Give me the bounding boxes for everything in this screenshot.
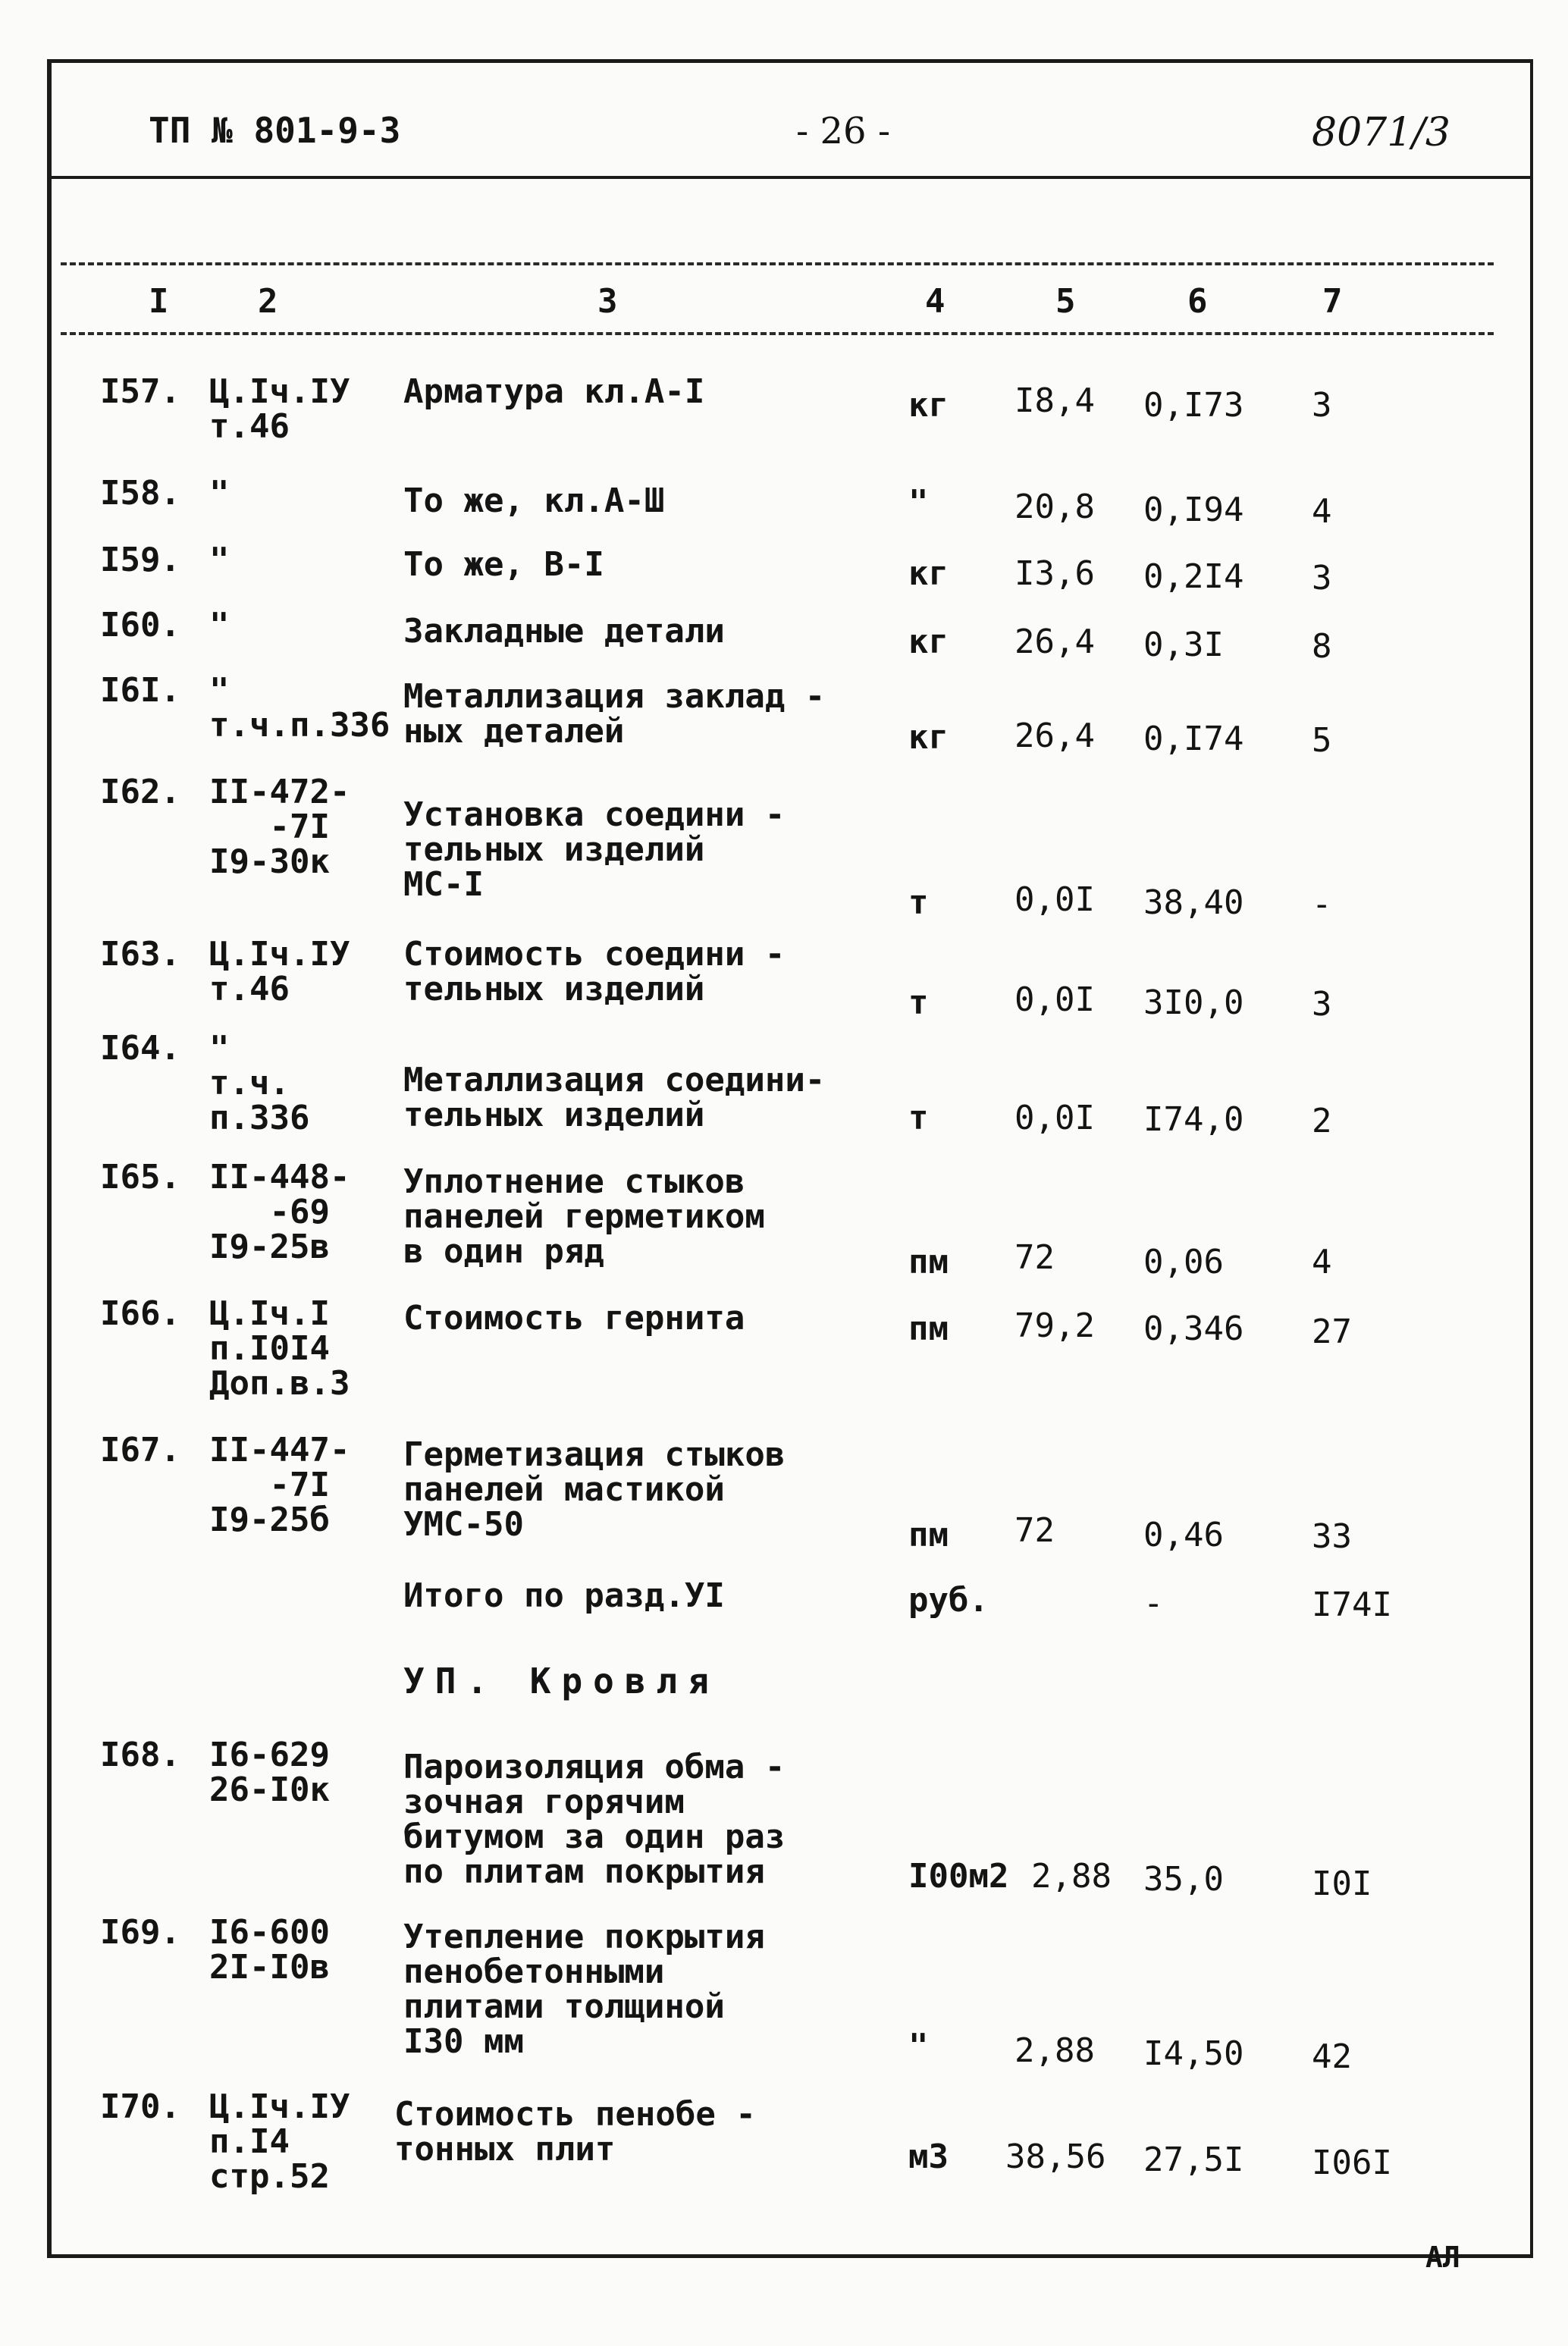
row-sum: 8	[1312, 627, 1332, 666]
row-sum: 3	[1312, 386, 1332, 425]
column-header-bottom-rule	[61, 332, 1494, 335]
archive-number: 8071/3	[1312, 110, 1450, 155]
row-unit: пм	[908, 1516, 949, 1554]
row-unit: т	[908, 1099, 929, 1137]
row-description: Закладные детали	[403, 612, 725, 651]
row-quantity: 20,8	[1014, 488, 1095, 526]
column-header-5: 5	[1055, 282, 1076, 321]
column-header-4: 4	[925, 282, 946, 321]
row-description: Герметизация стыков панелей мастикой УМС-50	[403, 1435, 786, 1544]
row-sum: 4	[1312, 492, 1332, 531]
row-code: "	[209, 474, 230, 513]
column-header-7: 7	[1322, 282, 1343, 321]
row-number: I58.	[100, 474, 180, 513]
column-header-2: 2	[258, 282, 278, 321]
row-number: I57.	[100, 372, 180, 411]
row-quantity: 26,4	[1014, 623, 1095, 661]
row-description: Стоимость гернита	[403, 1299, 745, 1338]
row-number: I64.	[100, 1029, 180, 1068]
row-description: Установка соедини - тельных изделий МС-I	[403, 795, 786, 904]
row-code: " т.ч. п.336	[209, 1029, 310, 1137]
row-description: Металлизация заклад - ных деталей	[403, 677, 826, 751]
row-quantity: 0,0I	[1014, 880, 1095, 919]
row-code: Ц.Iч.IУ т.46	[209, 372, 350, 446]
row-unit: "	[908, 483, 929, 522]
row-price: 0,46	[1143, 1516, 1224, 1554]
subtotal-label: Итого по разд.УI	[403, 1576, 725, 1615]
subtotal-unit: руб.	[908, 1581, 989, 1620]
row-code: I6-629 26-I0к	[209, 1736, 330, 1809]
row-description: Стоимость соедини - тельных изделий	[403, 935, 786, 1008]
row-unit: т	[908, 883, 929, 922]
subtotal-price: -	[1143, 1584, 1164, 1623]
header-divider	[47, 176, 1533, 179]
row-code: Ц.Iч.IУ п.I4 стр.52	[209, 2087, 350, 2196]
column-header-top-rule	[61, 262, 1494, 265]
row-description: Пароизоляция обма - зочная горячим битумом за один раз по плитам покрытия	[403, 1748, 786, 1891]
row-description: Арматура кл.А-I	[403, 372, 705, 411]
row-quantity: 2,88	[1014, 2031, 1095, 2070]
row-unit: кг	[908, 386, 949, 425]
page-number: - 26 -	[796, 110, 891, 152]
row-number: I70.	[100, 2087, 180, 2126]
row-description: То же, кл.А-Ш	[403, 481, 665, 520]
row-unit: пм	[908, 1309, 949, 1348]
row-price: 0,I94	[1143, 491, 1244, 529]
row-sum: 33	[1312, 1517, 1352, 1556]
row-unit: пм	[908, 1243, 949, 1281]
row-number: I65.	[100, 1158, 180, 1197]
row-unit: кг	[908, 718, 949, 757]
row-code: I6-600 2I-I0в	[209, 1913, 330, 1987]
row-sum: 27	[1312, 1313, 1352, 1351]
row-code: II-448- -69 I9-25в	[209, 1158, 350, 1266]
subtotal-sum: I74I	[1312, 1585, 1392, 1624]
row-code: Ц.Iч.I п.I0I4 Доп.в.3	[209, 1294, 350, 1403]
row-sum: 4	[1312, 1243, 1332, 1281]
column-header-6: 6	[1187, 282, 1208, 321]
row-quantity: I3,6	[1014, 554, 1095, 593]
row-sum: I0I	[1312, 1865, 1372, 1903]
row-quantity: 72	[1014, 1511, 1055, 1550]
row-quantity: 2,88	[1031, 1857, 1112, 1896]
row-sum: -	[1312, 885, 1332, 924]
row-unit: м3	[908, 2137, 949, 2176]
row-code: II-447- -7I I9-25б	[209, 1431, 350, 1539]
row-code: II-472- -7I I9-30к	[209, 773, 350, 881]
row-price: 38,40	[1143, 883, 1244, 922]
column-header-3: 3	[597, 282, 618, 321]
row-description: То же, В-I	[403, 545, 604, 584]
row-quantity: 38,56	[1005, 2137, 1106, 2176]
row-sum: 3	[1312, 985, 1332, 1024]
row-price: 3I0,0	[1143, 983, 1244, 1022]
document-code: ТП № 801-9-3	[149, 110, 401, 151]
row-number: I6I.	[100, 671, 180, 710]
section-title: УП. Кровля	[403, 1661, 720, 1701]
corner-mark: АЛ	[1425, 2241, 1460, 2274]
row-price: 0,06	[1143, 1243, 1224, 1281]
row-quantity: 26,4	[1014, 717, 1095, 755]
row-price: 0,I74	[1143, 720, 1244, 758]
row-code: "	[209, 606, 230, 645]
row-number: I67.	[100, 1431, 180, 1469]
row-unit: I00м2	[908, 1857, 1009, 1896]
row-sum: I06I	[1312, 2144, 1392, 2182]
row-price: 0,I73	[1143, 386, 1244, 425]
row-number: I62.	[100, 773, 180, 811]
row-sum: 5	[1312, 721, 1332, 760]
row-unit: кг	[908, 554, 949, 593]
row-sum: 42	[1312, 2037, 1352, 2076]
row-quantity: 79,2	[1014, 1306, 1095, 1345]
row-quantity: 72	[1014, 1238, 1055, 1277]
row-quantity: 0,0I	[1014, 1099, 1095, 1137]
row-quantity: 0,0I	[1014, 980, 1095, 1019]
row-price: I74,0	[1143, 1100, 1244, 1139]
row-price: 35,0	[1143, 1860, 1224, 1899]
row-description: Утепление покрытия пенобетонными плитами толщиной I30 мм	[403, 1918, 765, 2061]
row-description: Уплотнение стыков панелей герметиком в один ряд	[403, 1162, 765, 1271]
row-price: I4,50	[1143, 2034, 1244, 2073]
row-number: I68.	[100, 1736, 180, 1774]
row-number: I69.	[100, 1913, 180, 1952]
row-description: Металлизация соедини- тельных изделий	[403, 1061, 826, 1134]
row-number: I66.	[100, 1294, 180, 1333]
row-quantity: I8,4	[1014, 381, 1095, 420]
row-price: 0,3I	[1143, 626, 1224, 664]
row-number: I63.	[100, 935, 180, 974]
row-price: 0,346	[1143, 1309, 1244, 1348]
row-code: Ц.Iч.IУ т.46	[209, 935, 350, 1008]
column-header-1: I	[149, 282, 169, 321]
row-price: 27,5I	[1143, 2141, 1244, 2179]
row-description: Стоимость пенобе - тонных плит	[394, 2095, 756, 2169]
row-number: I59.	[100, 541, 180, 579]
row-price: 0,2I4	[1143, 557, 1244, 596]
row-code: " т.ч.п.336	[209, 671, 390, 745]
row-sum: 2	[1312, 1102, 1332, 1140]
row-unit: т	[908, 983, 929, 1022]
row-number: I60.	[100, 606, 180, 645]
row-code: "	[209, 541, 230, 579]
row-sum: 3	[1312, 559, 1332, 597]
row-unit: кг	[908, 623, 949, 661]
row-unit: "	[908, 2027, 929, 2065]
